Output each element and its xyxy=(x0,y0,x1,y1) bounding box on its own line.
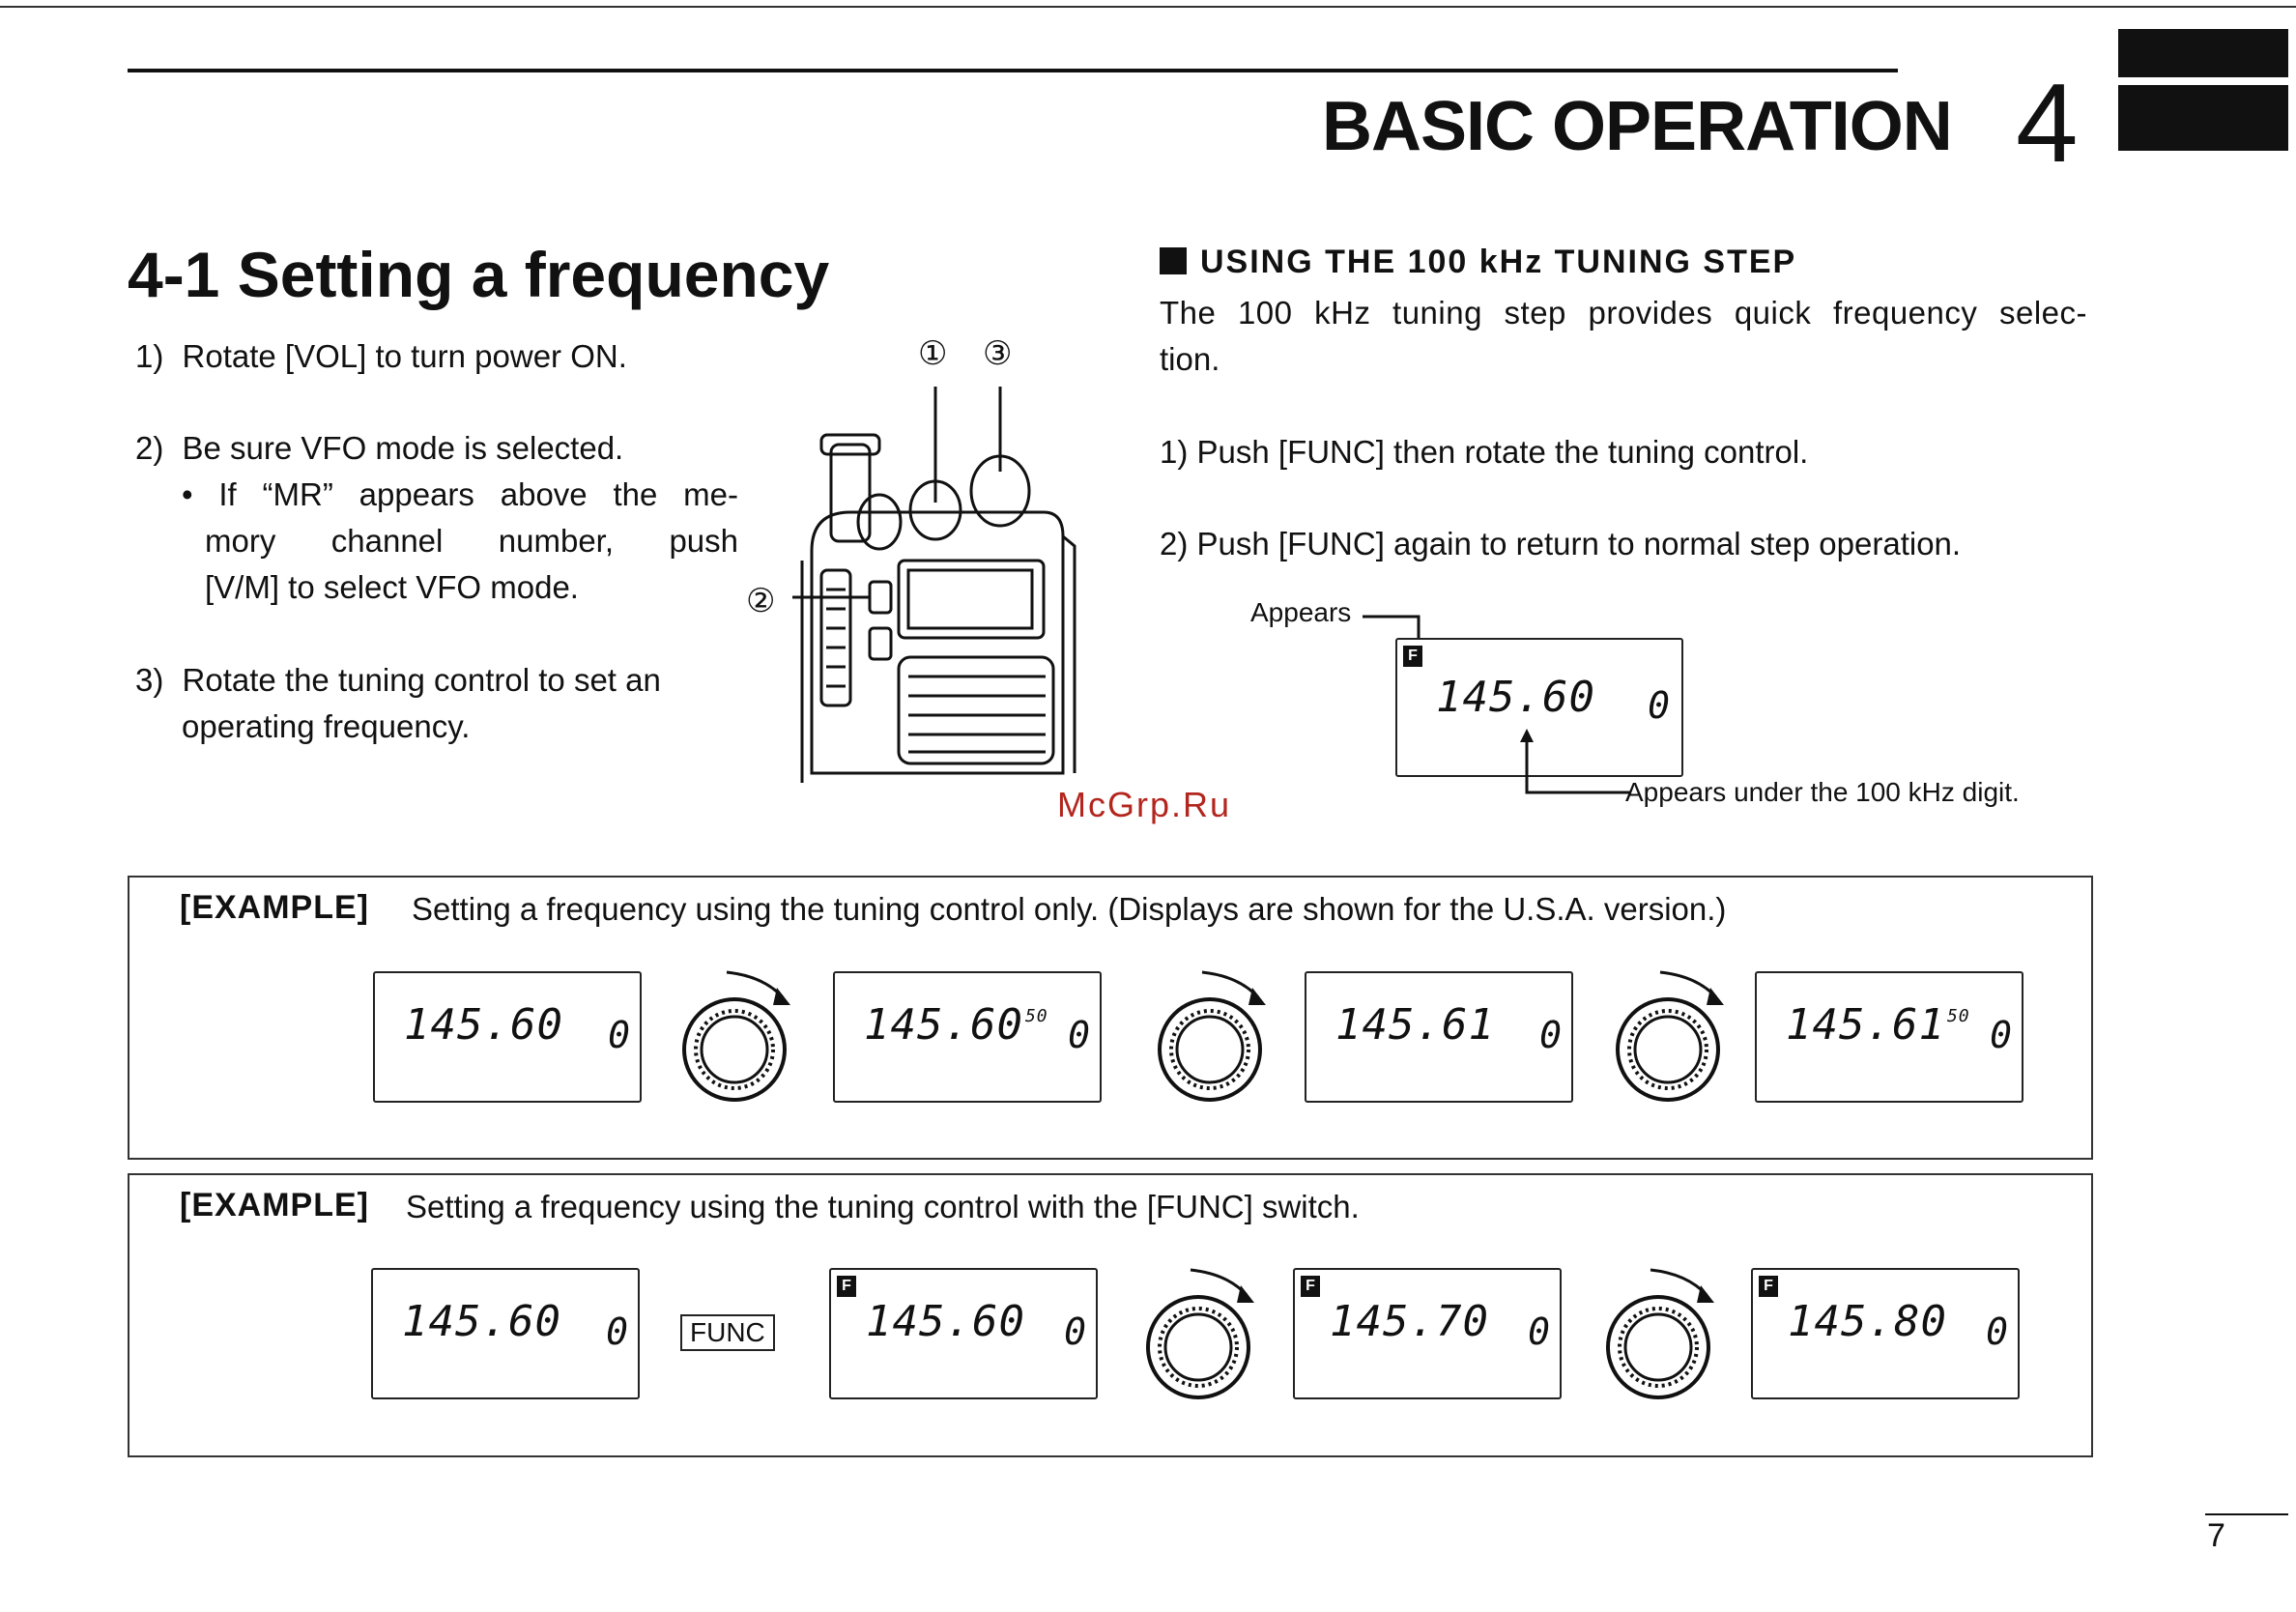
tuning-step-heading xyxy=(1160,244,1796,281)
lcd-channel: 0 xyxy=(1648,684,1670,727)
page-number: 7 xyxy=(2207,1517,2225,1554)
tuning-step-2: 2) Push [FUNC] again to return to normal step operation. xyxy=(1160,526,1962,561)
step-3-number: 3) xyxy=(135,662,164,698)
example-2-label: [EXAMPLE] xyxy=(180,1187,369,1223)
header-rule xyxy=(128,69,1898,72)
example-1-display-1 xyxy=(373,971,642,1103)
ex2-d2-channel: 0 xyxy=(1064,1310,1086,1353)
watermark: McGrp.Ru xyxy=(1057,785,1232,824)
ex2-d3-freq: 145.70 xyxy=(1330,1297,1489,1346)
appears-label: Appears xyxy=(1250,597,1352,627)
tuning-knob-icon xyxy=(676,963,802,1108)
step-2 xyxy=(135,425,623,472)
ex2-d2-freq: 145.60 xyxy=(866,1297,1025,1346)
chapter-title: BASIC OPERATION xyxy=(1322,88,1952,165)
lcd-frequency: 145.60 xyxy=(1436,673,1595,722)
ex1-d4-freq: 145.61 $^{50}$ xyxy=(1786,1000,1970,1050)
step-2-number: 2) xyxy=(135,430,164,466)
example-1-display-3 xyxy=(1305,971,1573,1103)
func-indicator-icon: F xyxy=(1403,646,1422,667)
step-3-text-line1: Rotate the tuning control to set an xyxy=(182,662,661,698)
ex1-d2-freq: 145.60 $^{50}$ xyxy=(864,1000,1048,1050)
step-2-bullet xyxy=(182,472,738,611)
step-3-text-line2: operating frequency. xyxy=(182,708,471,744)
func-indicator-icon: F xyxy=(1759,1276,1778,1297)
radio-illustration xyxy=(773,367,1082,792)
example-2-text: Setting a frequency using the tuning control with the [FUNC] switch. xyxy=(406,1189,1360,1224)
ex2-d1-channel: 0 xyxy=(606,1310,628,1353)
chapter-number: 4 xyxy=(2016,60,2079,186)
bullet-line-2: mory channel number, push xyxy=(205,523,738,559)
appears-under-label: Appears under the 100 kHz digit. xyxy=(1625,777,2020,807)
ex1-d1-freq: 145.60 xyxy=(404,1000,563,1050)
example-2-display-4 xyxy=(1751,1268,2020,1399)
ex1-d1-channel: 0 xyxy=(608,1014,630,1056)
ex1-d3-freq: 145.61 xyxy=(1335,1000,1495,1050)
tuning-knob-icon xyxy=(1610,963,1736,1108)
ex2-d4-freq: 145.80 xyxy=(1788,1297,1947,1346)
func-indicator-icon: F xyxy=(837,1276,856,1297)
tuning-step-intro xyxy=(1160,290,2087,383)
bullet-line-3: [V/M] to select VFO mode. xyxy=(205,569,579,605)
appears-under-arrow xyxy=(1488,725,1633,802)
ex2-d1-freq: 145.60 xyxy=(402,1297,561,1346)
ex2-d3-channel: 0 xyxy=(1528,1310,1550,1353)
tuning-step-intro-line1: The 100 kHz tuning step provides quick frequency selec- xyxy=(1160,295,2087,331)
tuning-knob-icon xyxy=(1140,1260,1266,1405)
bullet-line-1: • If “MR” appears above the me- xyxy=(182,476,738,512)
tuning-step-1: 1) Push [FUNC] then rotate the tuning control. xyxy=(1160,434,1809,470)
func-button-label: FUNC xyxy=(680,1314,775,1351)
step-1-number: 1) xyxy=(135,338,164,374)
callout-2: ② xyxy=(746,583,776,619)
step-2-text: Be sure VFO mode is selected. xyxy=(182,430,624,466)
step-3 xyxy=(135,657,738,750)
tuning-knob-icon xyxy=(1600,1260,1726,1405)
tuning-knob-icon xyxy=(1152,963,1277,1108)
tuning-step-heading-text: USING THE 100 kHz TUNING STEP xyxy=(1200,244,1797,280)
func-indicator-icon: F xyxy=(1301,1276,1320,1297)
heading-square-icon xyxy=(1160,247,1187,274)
example-1-text: Setting a frequency using the tuning control only. (Displays are shown for the U.S.A. version.) xyxy=(412,891,1727,927)
ex1-d2-channel: 0 xyxy=(1068,1014,1090,1056)
page-number-rule xyxy=(2205,1513,2288,1515)
example-1-display-4 xyxy=(1755,971,2023,1103)
ex1-d4-channel: 0 xyxy=(1990,1014,2012,1056)
callout-3: ③ xyxy=(983,335,1013,372)
example-2-display-3 xyxy=(1293,1268,1562,1399)
ex2-d4-channel: 0 xyxy=(1986,1310,2008,1353)
step-1 xyxy=(135,333,627,380)
chapter-tab-lower xyxy=(2118,85,2288,151)
example-2-display-2 xyxy=(829,1268,1098,1399)
ex1-d3-channel: 0 xyxy=(1539,1014,1562,1056)
callout-1: ① xyxy=(918,335,948,372)
tuning-step-intro-line2: tion. xyxy=(1160,341,1220,377)
example-1-label: [EXAMPLE] xyxy=(180,889,369,926)
section-title: 4-1 Setting a frequency xyxy=(128,239,830,310)
chapter-tab-upper xyxy=(2118,29,2288,77)
top-scan-line xyxy=(0,0,2296,8)
step-1-text: Rotate [VOL] to turn power ON. xyxy=(182,338,627,374)
example-1-display-2 xyxy=(833,971,1102,1103)
example-2-display-1 xyxy=(371,1268,640,1399)
